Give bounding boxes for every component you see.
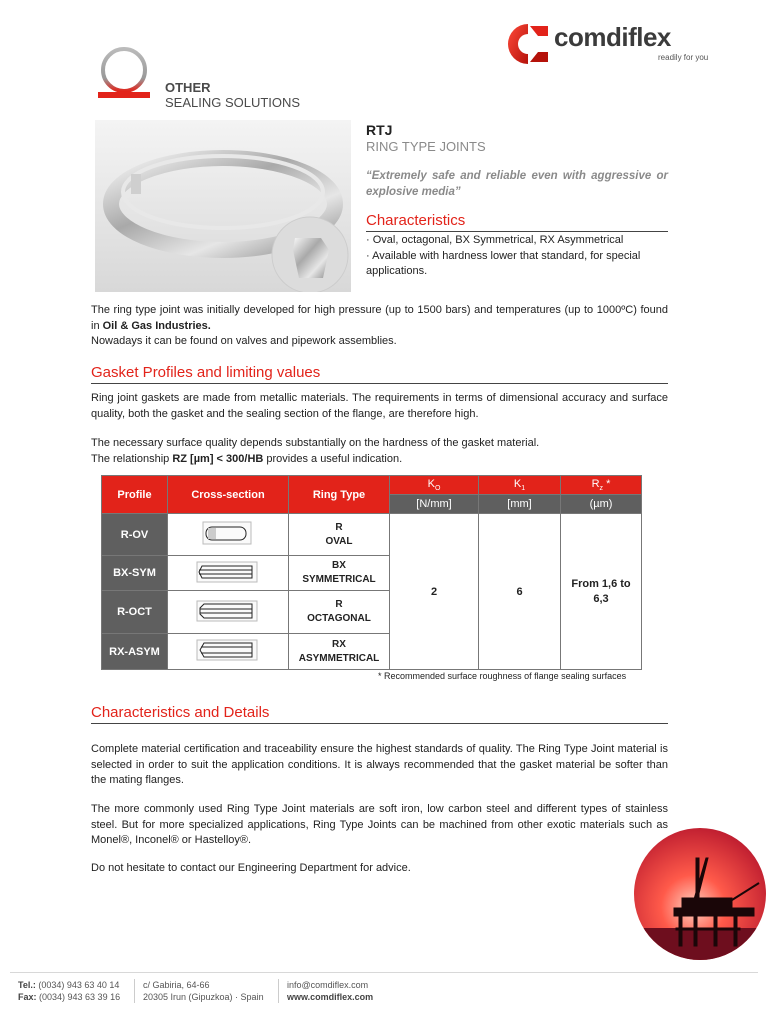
intro-text-2: Nowadays it can be found on valves and pipework assemblies. [91, 335, 397, 347]
footer-phone [18, 979, 120, 1003]
address-line-1: c/ Gabiria, 64-66 [143, 980, 210, 990]
k1-value: 6 [479, 514, 561, 670]
details-paragraph-2: The more commonly used Ring Type Joint materials are soft iron, low carbon steel and different types of stainless steel. But for more specialized applications, Ring Type Joints can be machined from other exotic materials such as Monel®, Inconel® or Hastelloy®. [91, 803, 668, 846]
characteristics-list [366, 233, 668, 280]
table-row [102, 514, 642, 556]
cross-section-octagonal-icon [168, 591, 289, 634]
list-item: · Oval, octagonal, BX Symmetrical, RX Asymmetrical [366, 234, 624, 246]
k0-value: 2 [390, 514, 479, 670]
ring-type-cell [289, 591, 390, 634]
divider [91, 383, 668, 384]
oil-rig-photo [634, 828, 766, 960]
header-profile: Profile [102, 476, 168, 514]
intro-bold: Oil & Gas Industries. [102, 319, 211, 332]
brand-tagline: readily for you [658, 53, 709, 62]
profile-cell: BX-SYM [102, 556, 168, 591]
characteristics-heading: Characteristics [366, 212, 466, 229]
product-quote: “Extremely safe and reliable even with aggressive or explosive media” [366, 170, 668, 198]
footer-divider [10, 972, 758, 973]
cross-section-oval-icon [168, 514, 289, 556]
profiles-heading: Gasket Profiles and limiting values [91, 364, 321, 381]
category-subtitle: SEALING SOLUTIONS [165, 95, 301, 110]
profile-cell: R-OCT [102, 591, 168, 634]
header-k1-unit: [mm] [479, 495, 561, 514]
ring-type-desc: ASYMMETRICAL [298, 652, 380, 664]
cross-section-rx-icon [168, 634, 289, 670]
details-heading: Characteristics and Details [91, 704, 270, 721]
header-k1-sub: 1 [521, 485, 526, 493]
list-item: · Available with hardness lower that standard, for special applications. [366, 249, 641, 277]
ring-type-cell [289, 556, 390, 591]
ring-type-desc: OVAL [325, 535, 353, 547]
product-name: RING TYPE JOINTS [366, 139, 486, 154]
header-ring-type: Ring Type [289, 476, 390, 514]
product-code: RTJ [366, 122, 393, 138]
profile-cell: RX-ASYM [102, 634, 168, 670]
ring-type-code: R [335, 599, 343, 610]
footer-separator [134, 979, 135, 1003]
header-rz-unit: (µm) [561, 495, 642, 514]
header-rz: $R_z$ * [561, 476, 642, 495]
header-k0: $K_O$ [390, 476, 479, 495]
brand-name: comdiflex [554, 22, 671, 52]
footer-separator [278, 979, 279, 1003]
profiles-paragraph-2 [91, 436, 668, 467]
header-rz-sub: z [599, 485, 604, 493]
intro-text: The ring type joint was initially developed for high pressure (up to 1500 bars) and temperatures (up to 1000ºC) found in [91, 304, 668, 332]
divider [366, 231, 668, 232]
ring-type-code: BX [332, 560, 346, 571]
header-cross-section: Cross-section [168, 476, 289, 514]
address-line-2: 20305 Irun (Gipuzkoa) · Spain [143, 992, 264, 1002]
header-k0-sub: O [434, 485, 441, 493]
ring-icon [98, 46, 150, 98]
profiles-text: The necessary surface quality depends substantially on the hardness of the gasket material. [91, 437, 540, 449]
divider [91, 723, 668, 724]
header-k1: $K_1$ [479, 476, 561, 495]
ring-type-code: RX [332, 638, 346, 650]
footer-contact [287, 979, 373, 1003]
details-paragraph-3: Do not hesitate to contact our Engineering Department for advice. [91, 862, 411, 874]
profiles-text: The relationship [91, 452, 173, 465]
ring-type-cell [289, 514, 390, 556]
table-footnote: * Recommended surface roughness of flange sealing surfaces [378, 671, 627, 681]
profile-cell: R-OV [102, 514, 168, 556]
formula: RZ [µm] < 300/HB [172, 452, 264, 465]
gasket-profile-table [101, 475, 642, 670]
profiles-paragraph-1: Ring joint gaskets are made from metallic materials. The requirements in terms of dimensional accuracy and surface quality, both the gasket and the sealing section of the flange, are therefore high. [91, 392, 668, 420]
details-paragraph-1: Complete material certification and traceability ensure the highest standards of quality. The Ring Type Joint material is selected in order to suit the application conditions. It is always recommended that the gasket material be softer than the mating flanges. [91, 743, 668, 786]
ring-type-cell [289, 634, 390, 670]
tel-number: (0034) 943 63 40 14 [35, 980, 120, 990]
category-title: OTHER [165, 80, 211, 95]
ring-type-code: R [335, 521, 343, 533]
rz-value: From 1,6 to 6,3 [561, 514, 642, 670]
footer-address [143, 979, 264, 1003]
fax-number: (0034) 943 63 39 16 [36, 992, 121, 1002]
ring-type-desc: OCTAGONAL [307, 613, 371, 624]
footer-email[interactable]: info@comdiflex.com [287, 980, 369, 990]
profiles-text: provides a useful indication. [263, 452, 403, 465]
comdiflex-logo-icon [500, 20, 552, 68]
tel-label: Tel.: [18, 980, 36, 990]
ring-type-desc: SYMMETRICAL [302, 574, 376, 585]
footer-website[interactable]: www.comdiflex.com [287, 992, 374, 1002]
cross-section-bx-icon [168, 556, 289, 591]
rtj-ring-photo [95, 120, 351, 292]
intro-paragraph [91, 303, 668, 350]
header-k0-unit: [N/mm] [390, 495, 479, 514]
fax-label: Fax: [18, 992, 37, 1002]
